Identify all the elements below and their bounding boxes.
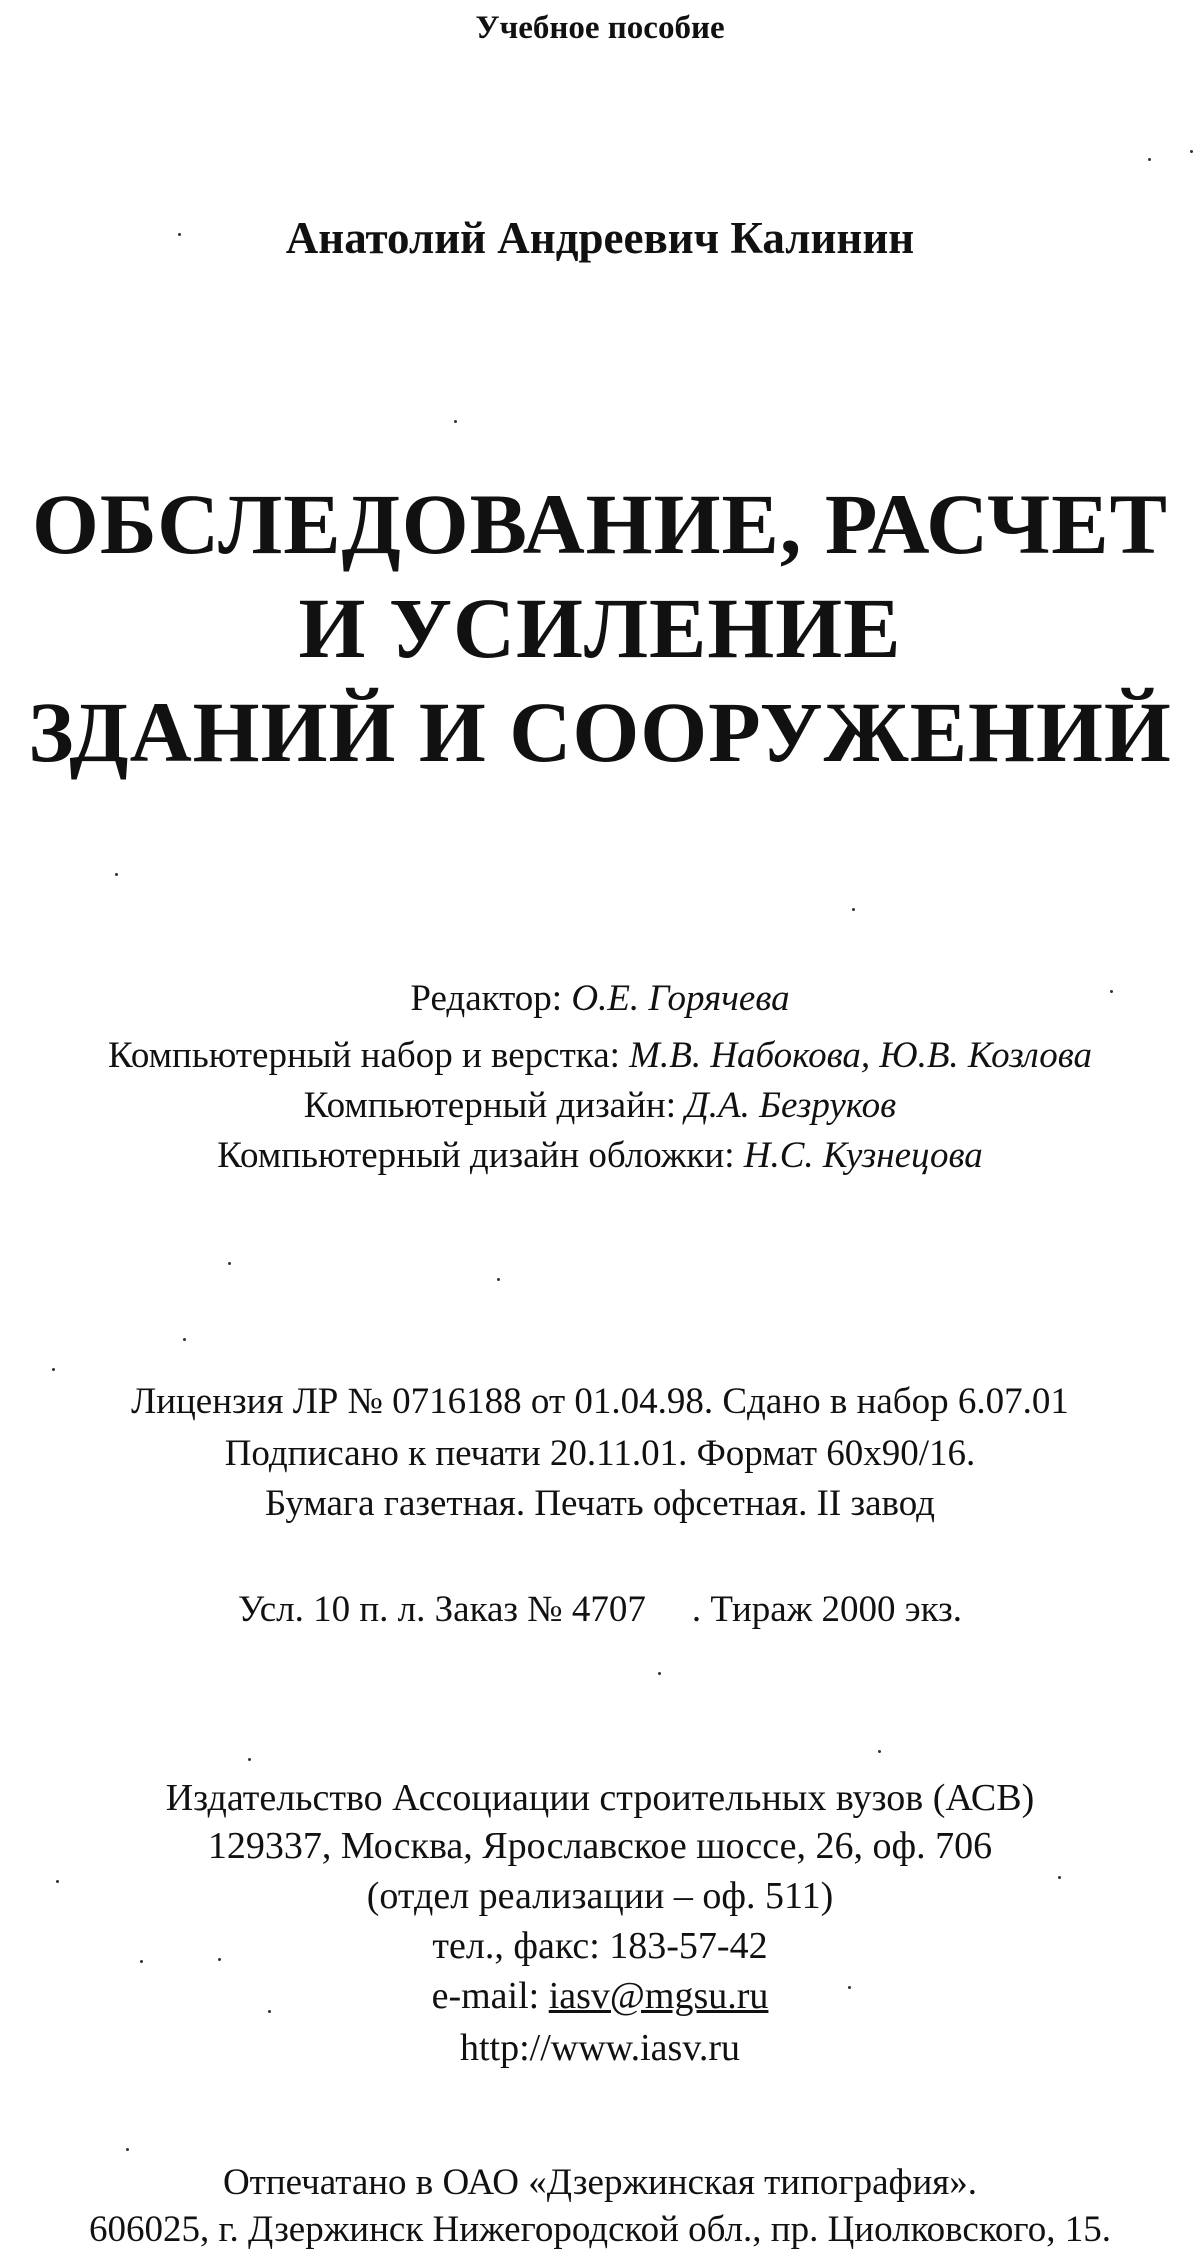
title-line-2: И УСИЛЕНИЕ (298, 580, 902, 676)
scan-speck (56, 1880, 59, 1883)
scan-speck (878, 1750, 881, 1753)
credit-name: О.Е. Горячева (571, 978, 790, 1019)
credit-role: Компьютерный набор и верстка: (107, 1035, 620, 1076)
author-name: Анатолий Андреевич Калинин (285, 213, 915, 263)
scan-speck (848, 1986, 851, 1989)
credit-role: Редактор: (410, 978, 563, 1019)
scan-speck (454, 420, 457, 423)
credit-name: М.В. Набокова, Ю.В. Козлова (629, 1035, 1092, 1076)
credit-name: Д.А. Безруков (685, 1085, 897, 1126)
paper-info: Бумага газетная. Печать офсетная. II завод (265, 1483, 935, 1524)
publisher-phone: тел., факс: 183-57-42 (432, 1925, 768, 1967)
scan-speck (658, 1672, 661, 1675)
credit-role: Компьютерный дизайн: (303, 1085, 676, 1126)
credit-cover-design (0, 1132, 1200, 1180)
credit-typesetting (0, 1032, 1200, 1080)
credit-editor (0, 975, 1200, 1023)
scan-speck (248, 1758, 251, 1761)
printer-address: 606025, г. Дзержинск Нижегородской обл., пр. Циолковского, 15. (89, 2209, 1111, 2250)
scan-speck (178, 233, 181, 236)
scan-speck (228, 1262, 231, 1265)
title-line-3: ЗДАНИЙ И СООРУЖЕНИЙ (28, 684, 1172, 780)
document-type-label: Учебное пособие (475, 10, 725, 46)
publisher-website[interactable]: http://www.iasv.ru (459, 2027, 741, 2069)
publisher-email (0, 1972, 1200, 2020)
signed-to-print-info: Подписано к печати 20.11.01. Формат 60x90/16. (224, 1433, 976, 1474)
email-link[interactable]: iasv@mgsu.ru (548, 1975, 769, 2017)
publisher-address: 129337, Москва, Ярославское шоссе, 26, оф. 706 (207, 1825, 993, 1867)
printer-name: Отпечатано в ОАО «Дзержинская типография». (222, 2162, 978, 2203)
scan-speck (183, 1338, 186, 1341)
scan-speck (140, 1960, 143, 1963)
license-info: Лицензия ЛР № 0716188 от 01.04.98. Сдано в набор 6.07.01 (131, 1381, 1069, 1422)
publisher-name: Издательство Ассоциации строительных вузов (АСВ) (165, 1777, 1035, 1819)
scan-speck (1110, 990, 1113, 993)
scan-speck (126, 2148, 129, 2151)
scan-speck (52, 1368, 55, 1371)
scan-speck (218, 1958, 221, 1961)
email-label: e-mail: (431, 1975, 549, 2017)
print-run: . Тираж 2000 экз. (691, 1589, 963, 1630)
scan-speck (497, 1278, 500, 1281)
volume-order: Усл. 10 п. л. Заказ № 4707 (237, 1589, 646, 1630)
credit-design (0, 1082, 1200, 1130)
scan-speck (115, 873, 118, 876)
scan-speck (1190, 150, 1193, 153)
scan-speck (852, 908, 855, 911)
scan-speck (1148, 158, 1151, 161)
publisher-sales-dept: (отдел реализации – оф. 511) (366, 1875, 834, 1917)
scan-speck (1058, 1876, 1061, 1879)
credit-name: Н.С. Кузнецова (743, 1135, 983, 1176)
volume-run-info (0, 1586, 1200, 1634)
title-line-1: ОБСЛЕДОВАНИЕ, РАСЧЕТ (32, 476, 1168, 572)
scan-speck (268, 2010, 271, 2013)
credit-role: Компьютерный дизайн обложки: (217, 1135, 735, 1176)
